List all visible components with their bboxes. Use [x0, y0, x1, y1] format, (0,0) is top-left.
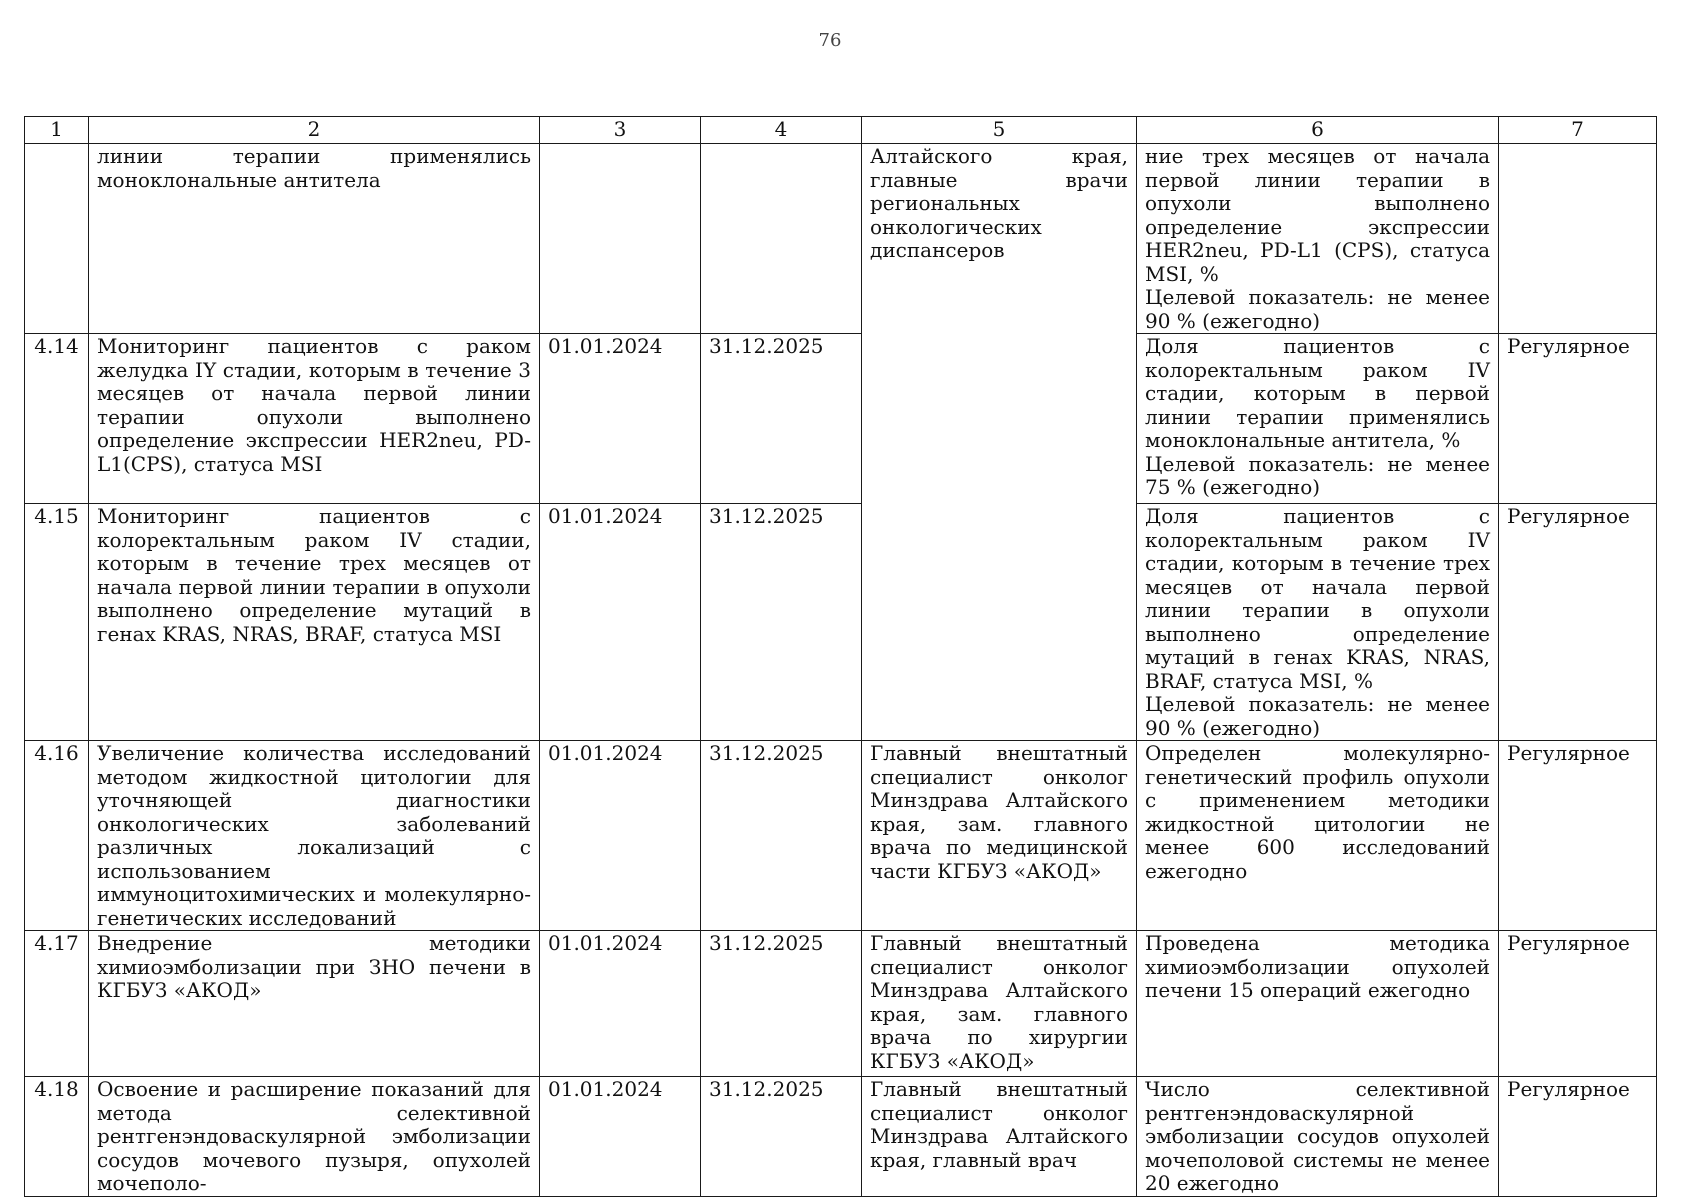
start-date-cell: 01.01.2024: [540, 504, 701, 741]
table-row: [25, 334, 1657, 504]
end-date-cell: 31.12.2025: [701, 504, 862, 741]
result-cell: Проведена методика химиоэмболизации опухолей печени 15 операций ежегодно: [1137, 931, 1499, 1077]
end-date-cell: [701, 144, 862, 334]
column-header-3: 3: [540, 117, 701, 144]
result-text: Доля пациентов с колоректальным раком IV стадии, которым в первой линии терапии применялись моноклональные антитела, %: [1145, 334, 1490, 452]
result-cell: Определен молекулярно-генетический профиль опухоли с применением методики жидкостной цитологии не менее 600 исследований ежегодно: [1137, 741, 1499, 931]
action-plan-table: [24, 116, 1657, 1197]
end-date-cell: 31.12.2025: [701, 931, 862, 1077]
result-cell: Число селективной рентгенэндоваскулярной эмболизации сосудов опухолей мочеполовой системы не менее 20 ежегодно: [1137, 1077, 1499, 1197]
action-cell: Увеличение количества исследований методом жидкостной цитологии для уточняющей диагностики онкологических заболеваний различных локализаций с использованием иммуноцитохимических и молекулярно-генетических исследований: [89, 741, 540, 931]
responsible-cell: Главный внештатный специалист онколог Минздрава Алтайского края, зам. главного врача по хирургии КГБУЗ «АКОД»: [862, 931, 1137, 1077]
start-date-cell: 01.01.2024: [540, 334, 701, 504]
table-row: [25, 1077, 1657, 1197]
start-date-cell: 01.01.2024: [540, 931, 701, 1077]
start-date-cell: [540, 144, 701, 334]
result-target-text: Целевой показатель: не менее 90 % (ежегодно): [1145, 692, 1490, 740]
result-cell: [1137, 334, 1499, 504]
column-header-5: 5: [862, 117, 1137, 144]
status-cell: Регулярное: [1499, 741, 1657, 931]
table-row-continuation: [25, 144, 1657, 334]
responsible-cell: Главный внештатный специалист онколог Минздрава Алтайского края, главный врач: [862, 1077, 1137, 1197]
status-cell: Регулярное: [1499, 1077, 1657, 1197]
header-row: [25, 117, 1657, 144]
result-cell: [1137, 144, 1499, 334]
result-cell: [1137, 504, 1499, 741]
row-number-cell: 4.17: [25, 931, 89, 1077]
status-cell: [1499, 144, 1657, 334]
row-number-cell: 4.14: [25, 334, 89, 504]
column-header-6: 6: [1137, 117, 1499, 144]
responsible-cell: Главный внештатный специалист онколог Минздрава Алтайского края, зам. главного врача по медицинской части КГБУЗ «АКОД»: [862, 741, 1137, 931]
result-text: ние трех месяцев от начала первой линии терапии в опухоли выполнено определение экспрессии HER2neu, PD-L1 (CPS), статуса MSI, %: [1145, 144, 1490, 286]
row-number-cell: 4.15: [25, 504, 89, 741]
action-cell: Освоение и расширение показаний для метода селективной рентгенэндоваскулярной эмболизации сосудов мочевого пузыря, опухолей мочеполо-: [89, 1077, 540, 1197]
status-cell: Регулярное: [1499, 504, 1657, 741]
column-header-1: 1: [25, 117, 89, 144]
table-body: [25, 144, 1657, 1197]
end-date-cell: 31.12.2025: [701, 334, 862, 504]
status-cell: Регулярное: [1499, 334, 1657, 504]
start-date-cell: 01.01.2024: [540, 1077, 701, 1197]
table-row: [25, 741, 1657, 931]
table-row: [25, 931, 1657, 1077]
page-number: 76: [818, 30, 842, 51]
responsible-cell: Алтайского края, главные врачи региональных онкологических диспансеров: [862, 144, 1137, 741]
result-text: Доля пациентов с колоректальным раком IV стадии, которым в течение трех месяцев от начала первой линии терапии в опухоли выполнено определение мутаций в генах KRAS, NRAS, BRAF, статуса MSI, %: [1145, 504, 1490, 693]
status-cell: Регулярное: [1499, 931, 1657, 1077]
start-date-cell: 01.01.2024: [540, 741, 701, 931]
column-header-7: 7: [1499, 117, 1657, 144]
end-date-cell: 31.12.2025: [701, 1077, 862, 1197]
row-number-cell: [25, 144, 89, 334]
row-number-cell: 4.18: [25, 1077, 89, 1197]
action-cell: Мониторинг пациентов с раком желудка IY стадии, которым в течение 3 месяцев от начала первой линии терапии опухоли выполнено определение экспрессии HER2neu, PD-L1(CPS), статуса MSI: [89, 334, 540, 504]
action-cell: линии терапии применялись моноклональные антитела: [89, 144, 540, 334]
action-cell: Мониторинг пациентов с колоректальным раком IV стадии, которым в течение трех месяцев от начала первой линии терапии в опухоли выполнено определение мутаций в генах KRAS, NRAS, BRAF, статуса MSI: [89, 504, 540, 741]
column-header-2: 2: [89, 117, 540, 144]
result-target-text: Целевой показатель: не менее 75 % (ежегодно): [1145, 451, 1490, 499]
column-header-4: 4: [701, 117, 862, 144]
row-number-cell: 4.16: [25, 741, 89, 931]
table-row: [25, 504, 1657, 741]
action-cell: Внедрение методики химиоэмболизации при ЗНО печени в КГБУЗ «АКОД»: [89, 931, 540, 1077]
result-target-text: Целевой показатель: не менее 90 % (ежегодно): [1145, 285, 1490, 333]
table-header: [25, 117, 1657, 144]
end-date-cell: 31.12.2025: [701, 741, 862, 931]
